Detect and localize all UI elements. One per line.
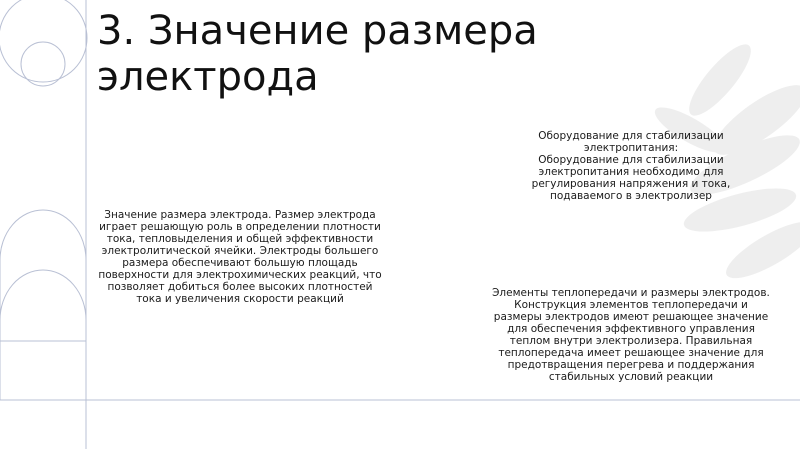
block-heading: Значение размера электрода. (104, 209, 272, 221)
text-block-power-stabilization (500, 130, 762, 202)
slide-title: 3. Значение размера электрода (97, 8, 538, 100)
block-body: Конструкция элементов теплопередачи и размеры электродов имеют решающее значение для обеспечения эффективного управления теплом внутри электролизера. Правильная теплопередача имеет решающее значение для предотвращения перегрева и поддержания стабильных условий реакции (493, 299, 769, 383)
block-heading: Оборудование для стабилизации электропитания: (538, 130, 724, 154)
block-body: Оборудование для стабилизации электропитания необходимо для регулирования напряжения и тока, подаваемого в электролизер (531, 154, 731, 202)
block-heading: Элементы теплопередачи и размеры электродов. (492, 287, 770, 299)
text-block-heat-transfer (490, 287, 772, 383)
block-body: Размер электрода играет решающую роль в определении плотности тока, тепловыделения и общей эффективности электролитической ячейки. Электроды большего размера обеспечивают большую площадь поверхности для электрохимических реакций, что позволяет добиться более высоких плотностей тока и увеличения скорости реакций (98, 209, 382, 305)
text-block-electrode-size (98, 209, 382, 305)
